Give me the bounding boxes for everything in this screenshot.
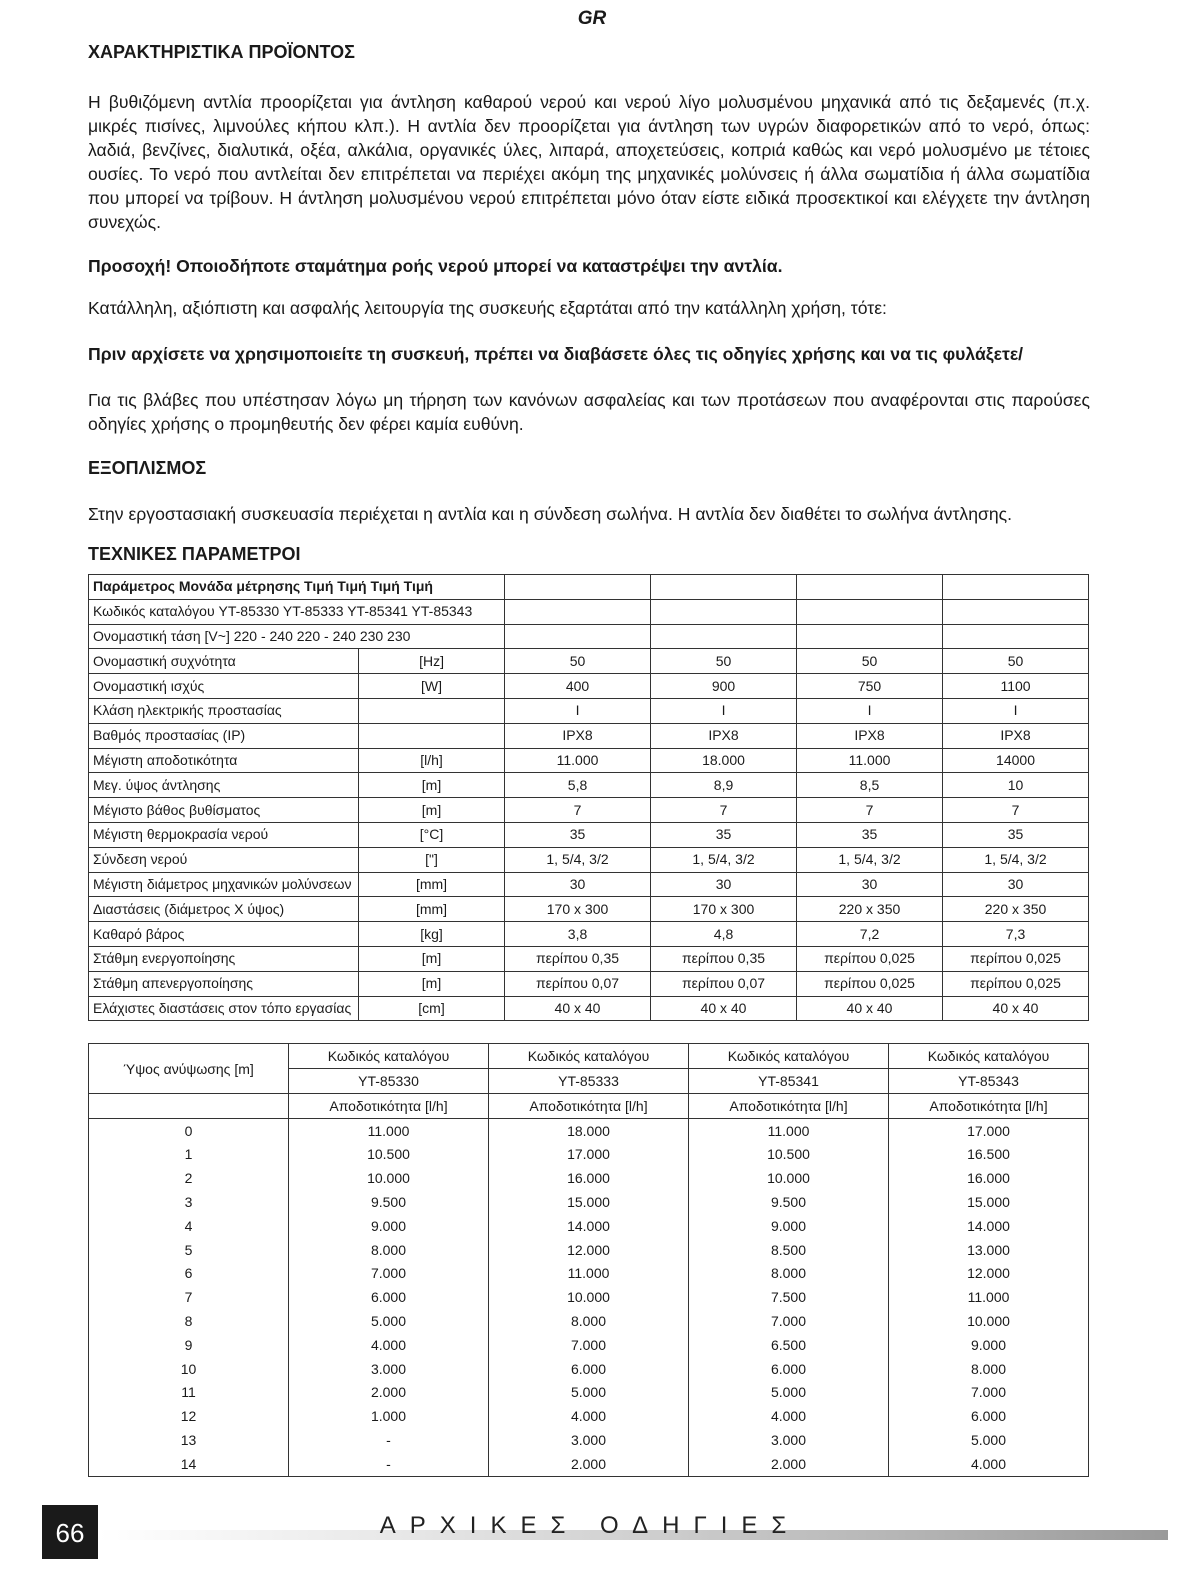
efficiency-value: 11.000 bbox=[289, 1118, 489, 1142]
param-value: 7 bbox=[651, 798, 797, 823]
efficiency-value: 7.000 bbox=[289, 1262, 489, 1286]
param-value: 7 bbox=[505, 798, 651, 823]
efficiency-value: 3.000 bbox=[489, 1428, 689, 1452]
param-value: 40 x 40 bbox=[943, 996, 1089, 1021]
efficiency-value: 8.000 bbox=[489, 1309, 689, 1333]
height-value: 11 bbox=[89, 1381, 289, 1405]
param-value: 40 x 40 bbox=[651, 996, 797, 1021]
efficiency-value: 7.000 bbox=[489, 1333, 689, 1357]
param-name: Ονομαστική συχνότητα bbox=[89, 649, 359, 674]
features-title: ΧΑΡΑΚΤΗΡΙΣΤΙΚΑ ΠΡΟΪΟΝΤΟΣ bbox=[88, 42, 355, 62]
perf-row bbox=[89, 1452, 1089, 1476]
perf-row bbox=[89, 1381, 1089, 1405]
param-unit: [kg] bbox=[359, 922, 505, 947]
efficiency-value: 10.000 bbox=[289, 1166, 489, 1190]
param-name: Στάθμη απενεργοποίησης bbox=[89, 971, 359, 996]
param-value: περίπου 0,35 bbox=[505, 946, 651, 971]
efficiency-value: 5.000 bbox=[289, 1309, 489, 1333]
efficiency-value: 12.000 bbox=[489, 1238, 689, 1262]
efficiency-value: 15.000 bbox=[489, 1190, 689, 1214]
param-value: 7 bbox=[943, 798, 1089, 823]
height-value: 7 bbox=[89, 1285, 289, 1309]
height-value: 9 bbox=[89, 1333, 289, 1357]
efficiency-value: 3.000 bbox=[689, 1428, 889, 1452]
height-value: 13 bbox=[89, 1428, 289, 1452]
perf-row bbox=[89, 1309, 1089, 1333]
param-name: Καθαρό βάρος bbox=[89, 922, 359, 947]
param-unit: [m] bbox=[359, 946, 505, 971]
warning-text: Προσοχή! Οποιοδήποτε σταμάτημα ροής νερού μπορεί να καταστρέψει την αντλία. bbox=[88, 256, 783, 276]
param-unit bbox=[359, 698, 505, 723]
param-value: 8,9 bbox=[651, 773, 797, 798]
efficiency-value: 8.000 bbox=[689, 1262, 889, 1286]
model-code: YT-85333 bbox=[489, 1069, 689, 1094]
efficiency-value: 10.000 bbox=[689, 1166, 889, 1190]
param-name: Μέγιστο βάθος βυθίσματος bbox=[89, 798, 359, 823]
params-row bbox=[89, 674, 1089, 699]
params-row bbox=[89, 649, 1089, 674]
efficiency-value: - bbox=[289, 1452, 489, 1476]
efficiency-value: 1.000 bbox=[289, 1404, 489, 1428]
param-value: I bbox=[651, 698, 797, 723]
efficiency-value: 13.000 bbox=[889, 1238, 1089, 1262]
param-value: I bbox=[505, 698, 651, 723]
param-value: 30 bbox=[943, 872, 1089, 897]
efficiency-value: 10.500 bbox=[689, 1143, 889, 1167]
param-value: 750 bbox=[797, 674, 943, 699]
height-value: 14 bbox=[89, 1452, 289, 1476]
param-value: περίπου 0,35 bbox=[651, 946, 797, 971]
catalog-label: Κωδικός καταλόγου bbox=[689, 1044, 889, 1069]
efficiency-value: 8.000 bbox=[289, 1238, 489, 1262]
params-row bbox=[89, 748, 1089, 773]
footer-title: ΑΡΧΙΚΕΣ ΟΔΗΓΙΕΣ bbox=[379, 1512, 801, 1539]
equipment-title: ΕΞΟΠΛΙΣΜΟΣ bbox=[88, 458, 207, 478]
params-row bbox=[89, 872, 1089, 897]
param-name: Κλάση ηλεκτρικής προστασίας bbox=[89, 698, 359, 723]
params-catalog-row bbox=[89, 599, 1089, 624]
efficiency-value: 11.000 bbox=[889, 1285, 1089, 1309]
param-value: IPX8 bbox=[651, 723, 797, 748]
efficiency-value: 4.000 bbox=[289, 1333, 489, 1357]
efficiency-value: 4.000 bbox=[689, 1404, 889, 1428]
param-value: 1100 bbox=[943, 674, 1089, 699]
param-value: 30 bbox=[505, 872, 651, 897]
perf-row bbox=[89, 1404, 1089, 1428]
efficiency-value: 11.000 bbox=[689, 1118, 889, 1142]
model-code: YT-85341 bbox=[689, 1069, 889, 1094]
param-value: 30 bbox=[651, 872, 797, 897]
perf-row bbox=[89, 1143, 1089, 1167]
param-value: περίπου 0,025 bbox=[943, 971, 1089, 996]
param-name: Ελάχιστες διαστάσεις στον τόπο εργασίας bbox=[89, 996, 359, 1021]
perf-row bbox=[89, 1166, 1089, 1190]
height-value: 8 bbox=[89, 1309, 289, 1333]
features-paragraph: Η βυθιζόμενη αντλία προορίζεται για άντληση καθαρού νερού και νερού λίγο μολυσμένου μηχανικά από τις δεξαμενές (π.χ. μικρές πισίνες, λιμνούλες κήπου κλπ.). Η αντλία δεν προορίζεται για άντληση των υγρών διαφορετικών από το νερό, όπως: λαδιά, βενζίνες, διαλυτικά, οξέα, αλκάλια, οργανικές ύλες, λιπαρά, αποχετεύσεις, κοπριά καθώς και νερό μολυσμένο με τέτοιες ουσίες. Το νερό που αντλείται δεν επιτρέπεται να περιέχει ακόμη της μηχανικές μολύνσεις ή άλλα σωματίδια ή άλλα σωματίδια που μπορεί να τρίβουν. Η άντληση μολυσμένου νερού επιτρέπεται μόνο όταν είστε ειδικά προσεκτικοί και ελέγχετε την άντληση συνεχώς. bbox=[88, 92, 1090, 232]
efficiency-value: 12.000 bbox=[889, 1262, 1089, 1286]
efficiency-value: 17.000 bbox=[889, 1118, 1089, 1142]
param-unit: [°C] bbox=[359, 822, 505, 847]
height-value: 1 bbox=[89, 1143, 289, 1167]
params-row bbox=[89, 847, 1089, 872]
param-value: περίπου 0,07 bbox=[651, 971, 797, 996]
perf-row bbox=[89, 1238, 1089, 1262]
param-unit: [m] bbox=[359, 773, 505, 798]
efficiency-label: Αποδοτικότητα [l/h] bbox=[689, 1093, 889, 1118]
catalog-label: Κωδικός καταλόγου bbox=[489, 1044, 689, 1069]
efficiency-value: 18.000 bbox=[489, 1118, 689, 1142]
params-row bbox=[89, 698, 1089, 723]
param-value: 18.000 bbox=[651, 748, 797, 773]
params-voltage-cell: Ονομαστική τάση [V~] 220 - 240 220 - 240 230 230 bbox=[89, 624, 505, 649]
param-value: 11.000 bbox=[505, 748, 651, 773]
param-unit: ["] bbox=[359, 847, 505, 872]
param-value: 7 bbox=[797, 798, 943, 823]
page-number: 66 bbox=[42, 1505, 98, 1559]
height-value: 0 bbox=[89, 1118, 289, 1142]
height-value: 4 bbox=[89, 1214, 289, 1238]
efficiency-value: 14.000 bbox=[889, 1214, 1089, 1238]
efficiency-value: 5.000 bbox=[689, 1381, 889, 1405]
param-value: 170 x 300 bbox=[505, 897, 651, 922]
param-unit: [l/h] bbox=[359, 748, 505, 773]
param-value: 170 x 300 bbox=[651, 897, 797, 922]
params-row bbox=[89, 773, 1089, 798]
param-name: Μέγιστη θερμοκρασία νερού bbox=[89, 822, 359, 847]
perf-row bbox=[89, 1428, 1089, 1452]
param-value: 7,3 bbox=[943, 922, 1089, 947]
efficiency-value: 6.000 bbox=[689, 1357, 889, 1381]
params-row bbox=[89, 922, 1089, 947]
param-value: 1, 5/4, 3/2 bbox=[943, 847, 1089, 872]
efficiency-label: Αποδοτικότητα [l/h] bbox=[489, 1093, 689, 1118]
perf-row bbox=[89, 1118, 1089, 1142]
perf-row bbox=[89, 1214, 1089, 1238]
catalog-label: Κωδικός καταλόγου bbox=[289, 1044, 489, 1069]
page-content bbox=[88, 40, 1090, 1477]
param-name: Στάθμη ενεργοποίησης bbox=[89, 946, 359, 971]
param-value: περίπου 0,07 bbox=[505, 971, 651, 996]
efficiency-value: 4.000 bbox=[489, 1404, 689, 1428]
efficiency-value: 2.000 bbox=[489, 1452, 689, 1476]
param-value: 35 bbox=[651, 822, 797, 847]
params-row bbox=[89, 946, 1089, 971]
params-row bbox=[89, 822, 1089, 847]
params-row bbox=[89, 798, 1089, 823]
efficiency-value: 4.000 bbox=[889, 1452, 1089, 1476]
efficiency-value: 2.000 bbox=[289, 1381, 489, 1405]
efficiency-value: 2.000 bbox=[689, 1452, 889, 1476]
param-name: Μεγ. ύψος άντλησης bbox=[89, 773, 359, 798]
param-value: 50 bbox=[943, 649, 1089, 674]
param-value: 30 bbox=[797, 872, 943, 897]
perf-row bbox=[89, 1262, 1089, 1286]
efficiency-value: 8.000 bbox=[889, 1357, 1089, 1381]
height-value: 5 bbox=[89, 1238, 289, 1262]
param-value: περίπου 0,025 bbox=[797, 946, 943, 971]
param-value: 5,8 bbox=[505, 773, 651, 798]
efficiency-value: 9.000 bbox=[889, 1333, 1089, 1357]
param-unit: [m] bbox=[359, 798, 505, 823]
efficiency-value: 16.000 bbox=[889, 1166, 1089, 1190]
efficiency-value: 5.000 bbox=[489, 1381, 689, 1405]
params-header-cell: Παράμετρος Μονάδα μέτρησης Τιμή Τιμή Τιμή Τιμή bbox=[89, 575, 505, 600]
efficiency-value: 10.000 bbox=[889, 1309, 1089, 1333]
param-value: 35 bbox=[797, 822, 943, 847]
param-value: 35 bbox=[505, 822, 651, 847]
efficiency-value: 3.000 bbox=[289, 1357, 489, 1381]
param-value: 3,8 bbox=[505, 922, 651, 947]
efficiency-value: 14.000 bbox=[489, 1214, 689, 1238]
efficiency-value: 15.000 bbox=[889, 1190, 1089, 1214]
read-instructions-text: Πριν αρχίσετε να χρησιμοποιείτε τη συσκευή, πρέπει να διαβάσετε όλες τις οδηγίες χρήσης και να τις φυλάξετε/ bbox=[88, 344, 1024, 364]
efficiency-value: 7.000 bbox=[889, 1381, 1089, 1405]
param-value: IPX8 bbox=[505, 723, 651, 748]
params-row bbox=[89, 723, 1089, 748]
param-name: Σύνδεση νερού bbox=[89, 847, 359, 872]
efficiency-value: 17.000 bbox=[489, 1143, 689, 1167]
param-value: 14000 bbox=[943, 748, 1089, 773]
param-value: 4,8 bbox=[651, 922, 797, 947]
params-row bbox=[89, 996, 1089, 1021]
params-catalog-cell: Κωδικός καταλόγου YT-85330 YT-85333 YT-85341 YT-85343 bbox=[89, 599, 505, 624]
efficiency-value: 10.000 bbox=[489, 1285, 689, 1309]
param-value: 220 x 350 bbox=[797, 897, 943, 922]
efficiency-value: 8.500 bbox=[689, 1238, 889, 1262]
param-value: 35 bbox=[943, 822, 1089, 847]
param-value: I bbox=[943, 698, 1089, 723]
height-value: 6 bbox=[89, 1262, 289, 1286]
param-value: 1, 5/4, 3/2 bbox=[797, 847, 943, 872]
param-name: Ονομαστική ισχύς bbox=[89, 674, 359, 699]
params-header-row bbox=[89, 575, 1089, 600]
catalog-label: Κωδικός καταλόγου bbox=[889, 1044, 1089, 1069]
tech-params-title: ΤΕΧΝΙΚΕΣ ΠΑΡΑΜΕΤΡΟΙ bbox=[88, 544, 301, 564]
param-unit: [m] bbox=[359, 971, 505, 996]
param-unit: [W] bbox=[359, 674, 505, 699]
param-value: 50 bbox=[505, 649, 651, 674]
param-value: IPX8 bbox=[943, 723, 1089, 748]
efficiency-value: 7.000 bbox=[689, 1309, 889, 1333]
efficiency-value: 5.000 bbox=[889, 1428, 1089, 1452]
efficiency-value: 16.000 bbox=[489, 1166, 689, 1190]
params-row bbox=[89, 971, 1089, 996]
perf-row bbox=[89, 1357, 1089, 1381]
params-row bbox=[89, 897, 1089, 922]
param-name: Μέγιστη αποδοτικότητα bbox=[89, 748, 359, 773]
param-unit: [mm] bbox=[359, 872, 505, 897]
height-label: Ύψος ανύψωσης [m] bbox=[89, 1044, 289, 1094]
efficiency-value: 6.000 bbox=[889, 1404, 1089, 1428]
perf-row bbox=[89, 1285, 1089, 1309]
param-value: περίπου 0,025 bbox=[943, 946, 1089, 971]
efficiency-value: - bbox=[289, 1428, 489, 1452]
efficiency-value: 9.500 bbox=[689, 1190, 889, 1214]
height-value: 3 bbox=[89, 1190, 289, 1214]
param-value: περίπου 0,025 bbox=[797, 971, 943, 996]
param-value: 40 x 40 bbox=[505, 996, 651, 1021]
efficiency-value: 10.500 bbox=[289, 1143, 489, 1167]
efficiency-value: 9.000 bbox=[289, 1214, 489, 1238]
liability-paragraph: Για τις βλάβες που υπέστησαν λόγω μη τήρηση των κανόνων ασφαλείας και των προτάσεων που αναφέρονται στις παρούσες οδηγίες χρήσης ο προμηθευτής δεν φέρει καμία ευθύνη. bbox=[88, 390, 1090, 434]
param-value: 50 bbox=[797, 649, 943, 674]
param-unit: [Hz] bbox=[359, 649, 505, 674]
language-tag: GR bbox=[577, 8, 607, 29]
efficiency-value: 16.500 bbox=[889, 1143, 1089, 1167]
perf-header-row-3 bbox=[89, 1093, 1089, 1118]
efficiency-label: Αποδοτικότητα [l/h] bbox=[289, 1093, 489, 1118]
param-value: 400 bbox=[505, 674, 651, 699]
height-value: 10 bbox=[89, 1357, 289, 1381]
efficiency-value: 6.500 bbox=[689, 1333, 889, 1357]
efficiency-value: 6.000 bbox=[489, 1357, 689, 1381]
perf-row bbox=[89, 1190, 1089, 1214]
param-value: 50 bbox=[651, 649, 797, 674]
param-value: 1, 5/4, 3/2 bbox=[651, 847, 797, 872]
param-name: Μέγιστη διάμετρος μηχανικών μολύνσεων bbox=[89, 872, 359, 897]
efficiency-value: 9.000 bbox=[689, 1214, 889, 1238]
param-unit bbox=[359, 723, 505, 748]
performance-table bbox=[88, 1043, 1089, 1476]
perf-row bbox=[89, 1333, 1089, 1357]
efficiency-value: 9.500 bbox=[289, 1190, 489, 1214]
param-value: 11.000 bbox=[797, 748, 943, 773]
efficiency-value: 11.000 bbox=[489, 1262, 689, 1286]
param-value: 40 x 40 bbox=[797, 996, 943, 1021]
params-voltage-row bbox=[89, 624, 1089, 649]
model-code: YT-85330 bbox=[289, 1069, 489, 1094]
height-value: 12 bbox=[89, 1404, 289, 1428]
usage-paragraph: Κατάλληλη, αξιόπιστη και ασφαλής λειτουργία της συσκευής εξαρτάται από την κατάλληλη χρήση, τότε: bbox=[88, 298, 887, 318]
params-table bbox=[88, 574, 1089, 1021]
param-value: 7,2 bbox=[797, 922, 943, 947]
param-unit: [mm] bbox=[359, 897, 505, 922]
param-value: 8,5 bbox=[797, 773, 943, 798]
param-value: I bbox=[797, 698, 943, 723]
model-code: YT-85343 bbox=[889, 1069, 1089, 1094]
param-value: 10 bbox=[943, 773, 1089, 798]
efficiency-value: 7.500 bbox=[689, 1285, 889, 1309]
perf-header-row-1 bbox=[89, 1044, 1089, 1069]
param-unit: [cm] bbox=[359, 996, 505, 1021]
param-name: Διαστάσεις (διάμετρος Χ ύψος) bbox=[89, 897, 359, 922]
param-value: 900 bbox=[651, 674, 797, 699]
height-value: 2 bbox=[89, 1166, 289, 1190]
equipment-paragraph: Στην εργοστασιακή συσκευασία περιέχεται η αντλία και η σύνδεση σωλήνα. Η αντλία δεν διαθέτει το σωλήνα άντλησης. bbox=[88, 504, 1012, 524]
efficiency-value: 6.000 bbox=[289, 1285, 489, 1309]
param-name: Βαθμός προστασίας (IP) bbox=[89, 723, 359, 748]
param-value: 1, 5/4, 3/2 bbox=[505, 847, 651, 872]
efficiency-label: Αποδοτικότητα [l/h] bbox=[889, 1093, 1089, 1118]
param-value: 220 x 350 bbox=[943, 897, 1089, 922]
param-value: IPX8 bbox=[797, 723, 943, 748]
